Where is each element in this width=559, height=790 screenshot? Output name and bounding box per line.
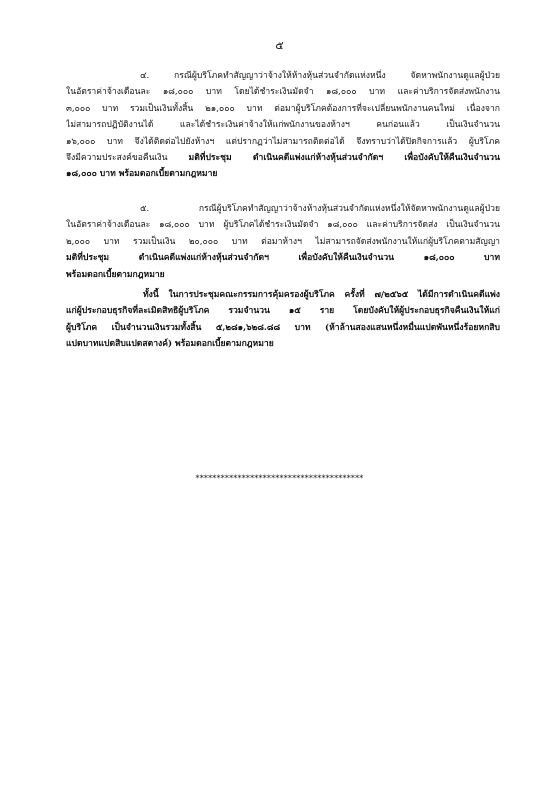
summary-line: แปดบาทแปดสิบแปดสตางค์) พร้อมดอกเบี้ยตามกฎหมาย xyxy=(66,339,274,350)
paragraph-line xyxy=(66,150,500,166)
summary-line: แก่ผู้ประกอบธุรกิจที่ละเมิดสิทธิผู้บริโภค รวมจำนวน ๑๕ ราย โดยบังคับให้ผู้ประกอบธุรกิจคืนเงินให้แก่ xyxy=(66,306,500,317)
paragraph-line: ๑๖,๐๐๐ บาท จึงได้ติดต่อไปยังห้างฯ แต่ปรากฏว่าไม่สามารถติดต่อได้ จึงทราบว่าได้ปิดกิจการแล้ว ผู้บริโภค xyxy=(66,136,500,147)
separator-stars: **************************************** xyxy=(195,474,364,483)
summary-line: ทั้งนี้ ในการประชุมคณะกรรมการคุ้มครองผู้บริโภค ครั้งที่ ๗/๒๕๖๕ ได้มีการดำเนินคดีแพ่ง xyxy=(143,290,500,300)
section-item-5 xyxy=(66,201,500,283)
paragraph-line: ๕. กรณีผู้บริโภคทำสัญญาว่าจ้างห้างหุ้นส่วนจำกัดแห่งหนึ่งให้จัดหาพนักงานดูแลผู้ป่วย xyxy=(140,204,500,214)
resolution-line: พร้อมดอกเบี้ยตามกฎหมาย xyxy=(66,269,165,280)
section-item-4 xyxy=(66,68,500,183)
summary-line: ผู้บริโภค เป็นจำนวนเงินรวมทั้งสิ้น ๕,๒๘๑,๖๒๘.๘๘ บาท (ห้าล้านสองแสนหนึ่งหมื่นแปดพันหนึ่งร้อยหกสิบ xyxy=(66,322,500,333)
summary-paragraph xyxy=(66,287,500,353)
paragraph-line: ไม่สามารถปฏิบัติงานได้ และได้ชำระเงินค่าจ้างให้แก่พนักงานของห้างฯ คนก่อนแล้ว เป็นเงินจำนวน xyxy=(66,120,500,131)
page-number: ๕ xyxy=(275,39,284,52)
resolution-text: มติที่ประชุม ดำเนินคดีแพ่งแก่ห้างหุ้นส่วนจำกัดฯ เพื่อบังคับให้คืนเงินจำนวน xyxy=(188,152,500,163)
paragraph-line: ๒,๐๐๐ บาท รวมเป็นเงิน ๒๐,๐๐๐ บาท ต่อมาห้างฯ ไม่สามารถจัดส่งพนักงานให้แก่ผู้บริโภคตามสัญญา xyxy=(66,236,500,247)
line-text: จึงมีความประสงค์ขอคืนเงิน xyxy=(66,152,189,163)
paragraph-line: ๓,๐๐๐ บาท รวมเป็นเงินทั้งสิ้น ๒๑,๐๐๐ บาท ต่อมาผู้บริโภคต้องการที่จะเปลี่ยนพนักงานคนใหม่ เนื่องจาก xyxy=(66,103,500,114)
paragraph-line: ในอัตราค่าจ้างเดือนละ ๑๘,๐๐๐ บาท โดยได้ชำระเงินมัดจำ ๑๘,๐๐๐ บาท และค่าบริการจัดส่งพนักงาน xyxy=(66,87,500,98)
paragraph-line: ในอัตราค่าจ้างเดือนละ ๑๘,๐๐๐ บาท ผู้บริโภคได้ชำระเงินมัดจำ ๑๘,๐๐๐ และค่าบริการจัดส่ง เป็นเงินจำนวน xyxy=(66,220,500,231)
resolution-line: มติที่ประชุม ดำเนินคดีแพ่งแก่ห้างหุ้นส่วนจำกัดฯ เพื่อบังคับให้คืนเงินจำนวน ๑๘,๐๐๐ บาท xyxy=(66,253,500,264)
paragraph-line: ๔. กรณีผู้บริโภคทำสัญญาว่าจ้างให้ห้างหุ้นส่วนจำกัดแห่งหนึ่ง จัดหาพนักงานดูแลผู้ป่วย xyxy=(140,71,500,81)
resolution-line: ๑๘,๐๐๐ บาท พร้อมดอกเบี้ยตามกฎหมาย xyxy=(66,169,218,180)
